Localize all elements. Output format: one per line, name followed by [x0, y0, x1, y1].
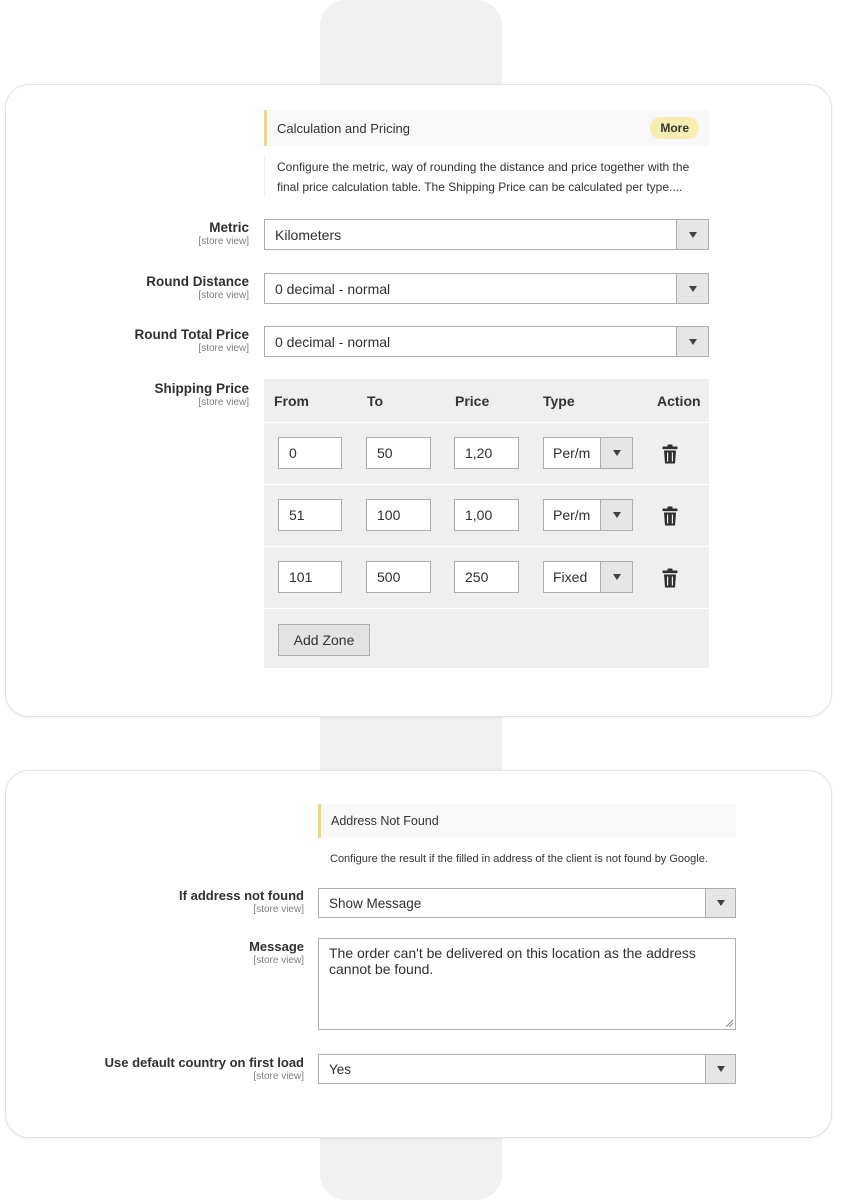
column-header-action: Action: [657, 393, 701, 409]
round-total-price-value: 0 decimal - normal: [275, 333, 391, 350]
type-value: Fixed: [553, 569, 588, 585]
shipping-price-label: [26, 381, 249, 408]
use-default-country-label: [26, 1055, 304, 1082]
notice-title: Calculation and Pricing: [277, 120, 410, 136]
table-row: [264, 424, 709, 485]
to-input[interactable]: 500: [366, 561, 431, 593]
column-header-from: From: [274, 393, 309, 409]
chevron-down-icon[interactable]: [676, 220, 708, 249]
table-header: [264, 379, 709, 423]
from-input[interactable]: 101: [278, 561, 342, 593]
chevron-down-icon[interactable]: [705, 889, 735, 917]
if-address-not-found-value: Show Message: [329, 895, 422, 911]
round-total-price-label: [26, 327, 249, 354]
type-value: Per/m: [553, 507, 591, 523]
type-select[interactable]: [543, 499, 633, 531]
chevron-down-icon[interactable]: [676, 327, 708, 356]
trash-icon[interactable]: [662, 568, 678, 588]
from-input[interactable]: 0: [278, 437, 342, 469]
round-total-price-select[interactable]: [264, 326, 709, 357]
column-header-to: To: [367, 393, 384, 409]
metric-scope: [store view]: [198, 236, 249, 247]
resize-handle-icon[interactable]: [725, 1019, 733, 1027]
metric-label-text: Metric: [209, 220, 249, 235]
metric-value: Kilometers: [275, 226, 342, 243]
chevron-down-icon[interactable]: [600, 500, 632, 530]
price-input[interactable]: 250: [454, 561, 519, 593]
chevron-down-icon[interactable]: [705, 1055, 735, 1083]
if-address-not-found-label: [26, 888, 304, 915]
more-button[interactable]: More: [650, 117, 699, 139]
chevron-down-icon[interactable]: [676, 274, 708, 303]
metric-select[interactable]: [264, 219, 709, 250]
trash-icon[interactable]: [662, 506, 678, 526]
notice-header: [318, 804, 736, 838]
table-row: [264, 486, 709, 547]
shipping-price-scope: [store view]: [198, 397, 249, 408]
message-label: [26, 939, 304, 966]
price-input[interactable]: 1,20: [454, 437, 519, 469]
chevron-down-icon[interactable]: [600, 562, 632, 592]
round-total-price-label-text: Round Total Price: [134, 327, 249, 342]
type-select[interactable]: [543, 437, 633, 469]
use-default-country-scope: [store view]: [253, 1071, 304, 1082]
type-value: Per/m: [553, 445, 591, 461]
price-input[interactable]: 1,00: [454, 499, 519, 531]
notice-text: Configure the metric, way of rounding the distance and price together with the final price calculation table. The Shipping Price can be calculated per type....: [264, 157, 709, 197]
address-not-found-card: [5, 770, 832, 1138]
add-zone-button[interactable]: Add Zone: [278, 624, 370, 656]
to-input[interactable]: 100: [366, 499, 431, 531]
message-textarea[interactable]: [318, 938, 736, 1030]
trash-icon[interactable]: [662, 444, 678, 464]
use-default-country-select[interactable]: [318, 1054, 736, 1084]
chevron-down-icon[interactable]: [600, 438, 632, 468]
notice-title: Address Not Found: [331, 814, 439, 828]
message-label-text: Message: [249, 939, 304, 954]
notice-text: Configure the result if the filled in address of the client is not found by Google.: [330, 853, 708, 865]
round-distance-select[interactable]: [264, 273, 709, 304]
column-header-price: Price: [455, 393, 490, 409]
message-scope: [store view]: [253, 955, 304, 966]
use-default-country-label-text: Use default country on first load: [104, 1055, 304, 1070]
round-total-price-scope: [store view]: [198, 343, 249, 354]
if-address-not-found-select[interactable]: [318, 888, 736, 918]
round-distance-label: [26, 274, 249, 301]
table-row: [264, 548, 709, 609]
metric-label: [26, 220, 249, 247]
calculation-pricing-card: [5, 84, 832, 717]
round-distance-scope: [store view]: [198, 290, 249, 301]
to-input[interactable]: 50: [366, 437, 431, 469]
shipping-price-table: [264, 379, 709, 668]
shipping-price-label-text: Shipping Price: [154, 381, 249, 396]
round-distance-value: 0 decimal - normal: [275, 280, 391, 297]
use-default-country-value: Yes: [329, 1061, 352, 1077]
notice-header: [264, 110, 709, 146]
if-address-not-found-scope: [store view]: [253, 904, 304, 915]
column-header-type: Type: [543, 393, 575, 409]
from-input[interactable]: 51: [278, 499, 342, 531]
round-distance-label-text: Round Distance: [146, 274, 249, 289]
message-value: The order can't be delivered on this location as the address cannot be found.: [329, 945, 696, 977]
type-select[interactable]: [543, 561, 633, 593]
if-address-not-found-label-text: If address not found: [179, 888, 304, 903]
